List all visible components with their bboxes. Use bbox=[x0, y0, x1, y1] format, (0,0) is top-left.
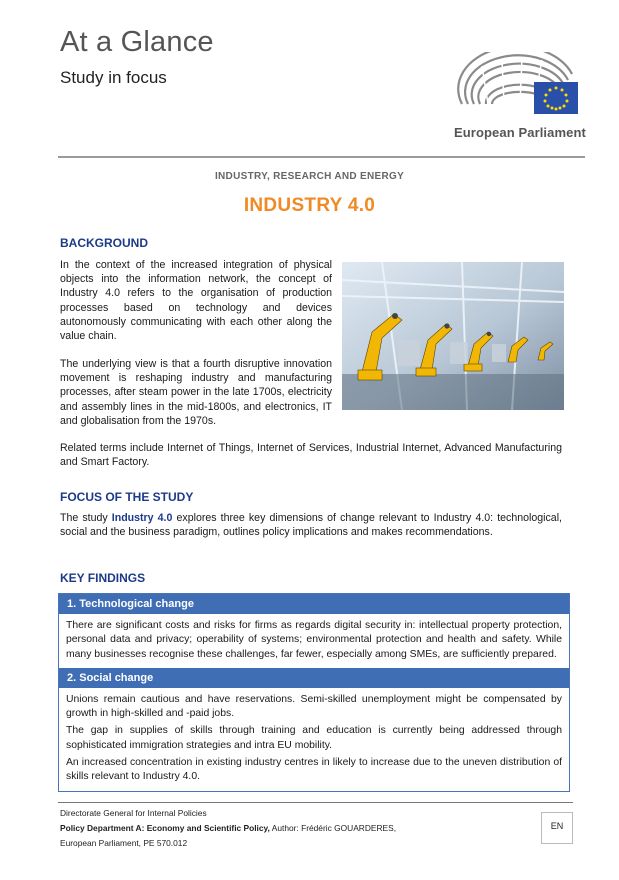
study-link[interactable]: Industry 4.0 bbox=[111, 512, 173, 524]
header-divider bbox=[58, 156, 585, 158]
focus-heading: FOCUS OF THE STUDY bbox=[60, 490, 194, 504]
footer-reference: European Parliament, PE 570.012 bbox=[60, 838, 188, 848]
language-badge: EN bbox=[541, 812, 573, 844]
related-terms-paragraph: Related terms include Internet of Things, Internet of Services, Industrial Internet, Advanced Manufacturing and Smart Factory. bbox=[60, 442, 562, 469]
background-paragraph-1: In the context of the increased integration of physical objects into the information network, the concept of Industry 4.0 refers to the organisation of production processes based on technology and devices autonomously communicating with each other along the value chain. bbox=[60, 259, 332, 343]
background-paragraph-2: The underlying view is that a fourth disruptive innovation movement is reshaping industry and manufacturing processes, after steam power in the late 1700s, electricity and assembly lines in the mid-1800s, and electronics, IT and globalisation from the 1970s. bbox=[60, 358, 332, 427]
document-title: INDUSTRY 4.0 bbox=[243, 195, 376, 216]
finding-2-paragraph-1: Unions remain cautious and have reservations. Semi-skilled unemployment might be compensated by growth in high-skilled and -paid jobs. bbox=[66, 693, 562, 720]
footer-divider bbox=[58, 802, 573, 803]
policy-area-label: INDUSTRY, RESEARCH AND ENERGY bbox=[214, 171, 405, 182]
finding-2-paragraph-2: The gap in supplies of skills through training and education is currently being addressed through sophisticated immigration strategies and intra EU mobility. bbox=[66, 725, 562, 751]
finding-2-body bbox=[59, 689, 569, 791]
key-findings-heading: KEY FINDINGS bbox=[60, 571, 146, 585]
footer-directorate: Directorate General for Internal Policies bbox=[60, 808, 207, 818]
finding-2-title: 2. Social change bbox=[59, 668, 569, 689]
key-findings-box bbox=[58, 593, 570, 792]
finding-1-body bbox=[59, 615, 569, 668]
robotic-assembly-line-photo bbox=[342, 262, 564, 410]
finding-1-title: 1. Technological change bbox=[59, 594, 569, 615]
focus-text-start: The study bbox=[60, 512, 112, 524]
finding-2-paragraph-3: An increased concentration in existing industry centres in likely to increase due to the uneven distribution of skills relevant to Industry 4.0. bbox=[66, 757, 562, 783]
page-subtitle: Study in focus bbox=[60, 68, 167, 87]
footer-author: Author: Frédéric GOUARDERES, bbox=[269, 823, 397, 833]
page-title: At a Glance bbox=[60, 26, 214, 58]
footer-department bbox=[60, 823, 396, 833]
background-heading: BACKGROUND bbox=[60, 236, 148, 250]
focus-paragraph bbox=[60, 511, 562, 539]
logo-wordmark: European Parliament bbox=[454, 125, 586, 140]
focus-text-end: explores three key dimensions of change relevant to Industry 4.0: technological, social and the business paradigm, outlines policy implications and makes recommendations. bbox=[60, 512, 562, 539]
footer-department-name: Policy Department A: Economy and Scientific Policy, bbox=[60, 823, 270, 833]
finding-1-paragraph: There are significant costs and risks for firms as regards digital security in: intellectual property protection, personal data and privacy; operability of systems; environmental protection and health and safety. While many businesses recognise these challenges, far fewer, especially among SMEs, are sufficiently prepared. bbox=[66, 620, 562, 660]
